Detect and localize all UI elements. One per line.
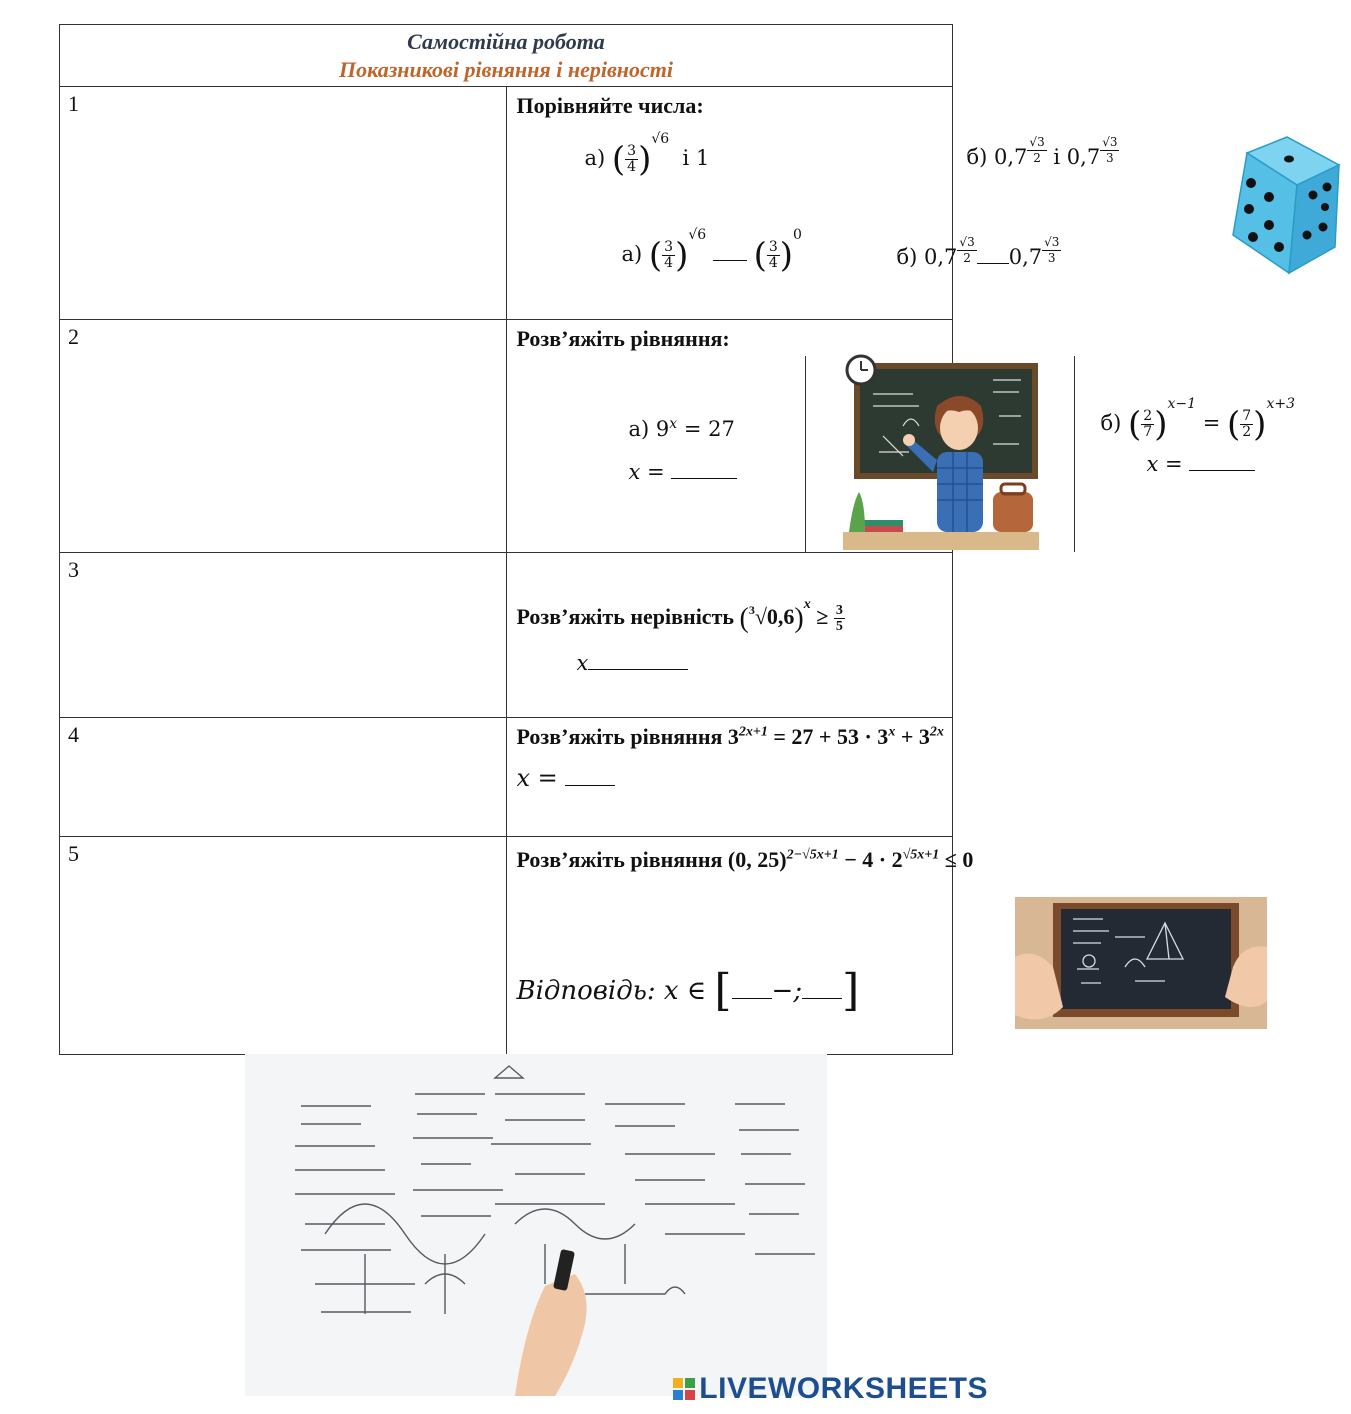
- answer-blank[interactable]: [977, 243, 1009, 264]
- task-2-eq-b: б) ( $\frac{2}{7}$ )$^{x-1}$ = ( $\frac{7}{2}$ )$^{x+3}$: [1100, 396, 1295, 445]
- answer-blank[interactable]: [671, 458, 737, 479]
- brand-icon: [673, 1378, 695, 1400]
- header-cell: [60, 25, 953, 87]
- brand-name: LIVEWORKSHEETS: [699, 1372, 988, 1405]
- task-3-cell: [506, 553, 953, 718]
- teacher-image: [843, 356, 1039, 550]
- task-1-label: Порівняйте числа:: [516, 93, 704, 118]
- answer-blank[interactable]: [565, 765, 615, 786]
- task-5-answer: Відповідь: x ∈ [ −; ]: [516, 965, 860, 1016]
- task-1-part-b: б) 0,7 $\frac{√3}{2}$ і 0,7 $\frac{√3}{3}$: [966, 135, 1118, 169]
- task-5-label: Розв’яжіть рівняння (0, $25)^{2-√5x+1} - 4 \cdot 2^{√5x+1} \le 0$: [516, 847, 974, 872]
- task-4-answer: x =: [517, 764, 616, 792]
- task-3-answer: x: [577, 649, 689, 675]
- dice-image: [1227, 135, 1351, 275]
- task-number: 1: [60, 87, 507, 320]
- task-2-label: Розв’яжіть рівняння:: [516, 326, 730, 351]
- task-number: 2: [60, 320, 507, 553]
- task-4-label: Розв’яжіть рівняння $3^{2x+1} = 27 + 53 \cdot 3^x + 3^{2x}$: [516, 724, 944, 749]
- answer-blank[interactable]: [588, 649, 688, 670]
- worksheet: [59, 24, 1295, 1054]
- task-1-cell: [506, 87, 1118, 320]
- task-3-label: Розв’яжіть нерівність $(^3√0,6)^x$ ≥ $\frac{3}{5}$: [516, 597, 843, 635]
- answer-blank[interactable]: [802, 978, 842, 999]
- task-2-answer-a: x =: [629, 458, 738, 484]
- answer-blank[interactable]: [713, 240, 747, 261]
- task-number: 4: [60, 718, 507, 837]
- worksheet-subtitle: Показникові рівняння і нерівності: [339, 57, 673, 82]
- task-table: [59, 24, 1295, 1055]
- task-1-part-a: а) ( $\frac{3}{4}$ )$^{√6}$ і 1: [584, 131, 710, 180]
- task-4-cell: [506, 718, 953, 837]
- answer-blank[interactable]: [732, 978, 772, 999]
- task-number: 5: [60, 837, 507, 1055]
- task-2-cell: [506, 320, 1295, 553]
- worksheet-title: Самостійна робота: [407, 29, 605, 54]
- task-1-fill-a: а) ( $\frac{3}{4}$ )$^{√6}$ ( $\frac{3}{4}$ )$^0$: [621, 227, 802, 276]
- whiteboard-formulas-image: [245, 1054, 827, 1396]
- task-5-cell: [506, 837, 974, 1055]
- answer-blank[interactable]: [1189, 450, 1255, 471]
- chalkboard-image: [1015, 897, 1267, 1029]
- brand-logo: [673, 1372, 988, 1406]
- task-number: 3: [60, 553, 507, 718]
- task-1-fill-b: б) 0,7 $\frac{√3}{2}$ 0,7 $\frac{√3}{3}$: [896, 235, 1060, 269]
- task-2-eq-a: а) 9$^x$ = 27: [628, 416, 735, 441]
- task-2-answer-b: x =: [1147, 450, 1256, 476]
